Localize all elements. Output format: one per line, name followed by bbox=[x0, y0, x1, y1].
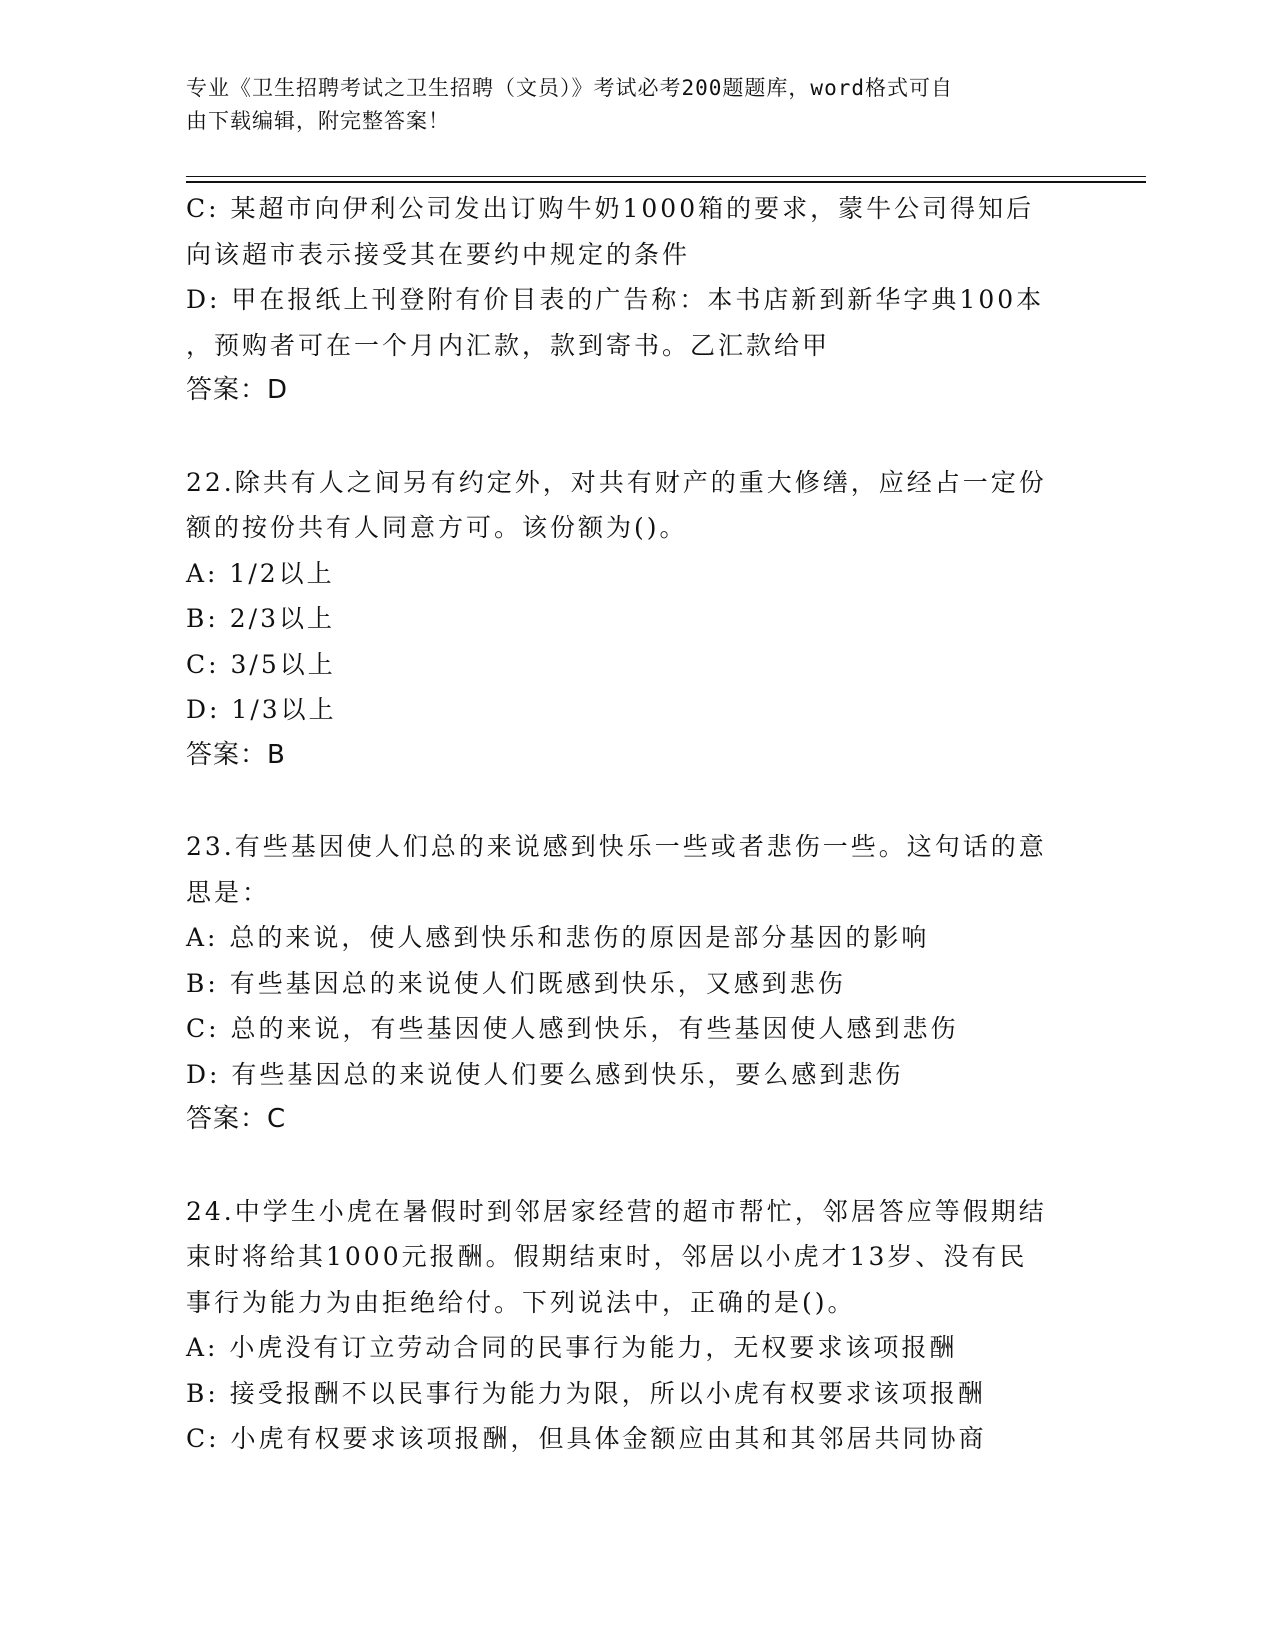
q22-stem-line-1: 22.除共有人之间另有约定外，对共有财产的重大修缮，应经占一定份 bbox=[186, 467, 1047, 497]
q22-stem-line-2: 额的按份共有人同意方可。该份额为()。 bbox=[186, 513, 688, 542]
q21-answer: 答案：D bbox=[186, 375, 289, 405]
question-23-block bbox=[186, 824, 1066, 1143]
q21-option-d-line-1: D: 甲在报纸上刊登附有价目表的广告称：本书店新到新华字典100本 bbox=[186, 285, 1045, 314]
spacer bbox=[186, 778, 1066, 824]
q23-stem-line-1: 23.有些基因使人们总的来说感到快乐一些或者悲伤一些。这句话的意 bbox=[186, 832, 1047, 861]
q24-option-a: A: 小虎没有订立劳动合同的民事行为能力，无权要求该项报酬 bbox=[186, 1333, 958, 1362]
spacer bbox=[186, 1143, 1066, 1189]
q21-option-c-line-1: C: 某超市向伊利公司发出订购牛奶1000箱的要求，蒙牛公司得知后 bbox=[186, 194, 1035, 223]
q22-answer: 答案：B bbox=[186, 739, 286, 770]
q23-option-a: A: 总的来说，使人感到快乐和悲伤的原因是部分基因的影响 bbox=[186, 923, 930, 952]
question-22-block bbox=[186, 460, 1066, 779]
q23-answer: 答案：C bbox=[186, 1104, 287, 1134]
q21-option-d-line-2: ，预购者可在一个月内汇款，款到寄书。乙汇款给甲 bbox=[186, 330, 831, 360]
q21-option-c-line-2: 向该超市表示接受其在要约中规定的条件 bbox=[186, 239, 691, 269]
q23-option-b: B: 有些基因总的来说使人们既感到快乐，又感到悲伤 bbox=[186, 968, 846, 998]
q22-option-a: A: 1/2以上 bbox=[186, 558, 335, 588]
question-21-block bbox=[186, 186, 1066, 414]
document-header bbox=[186, 72, 1066, 138]
q23-option-c: C: 总的来说，有些基因使人感到快乐，有些基因使人感到悲伤 bbox=[186, 1014, 959, 1043]
q23-option-d: D: 有些基因总的来说使人们要么感到快乐，要么感到悲伤 bbox=[186, 1059, 904, 1089]
header-line-2: 由下载编辑，附完整答案！ bbox=[186, 109, 450, 133]
header-divider-thin bbox=[186, 176, 1146, 177]
q23-stem-line-2: 思是： bbox=[186, 877, 271, 907]
q22-option-b: B: 2/3以上 bbox=[186, 604, 335, 633]
q24-stem-line-2: 束时将给其1000元报酬。假期结束时，邻居以小虎才13岁、没有民 bbox=[186, 1242, 1028, 1271]
q24-option-c: C: 小虎有权要求该项报酬，但具体金额应由其和其邻居共同协商 bbox=[186, 1424, 987, 1453]
header-divider-thick bbox=[186, 181, 1146, 183]
spacer bbox=[186, 414, 1066, 460]
q22-option-c: C: 3/5以上 bbox=[186, 649, 336, 679]
q24-option-b: B: 接受报酬不以民事行为能力为限，所以小虎有权要求该项报酬 bbox=[186, 1378, 986, 1408]
header-line-1: 专业《卫生招聘考试之卫生招聘（文员）》考试必考200题题库，word格式可自 bbox=[186, 76, 953, 100]
question-24-block bbox=[186, 1189, 1066, 1462]
q24-stem-line-1: 24.中学生小虎在暑假时到邻居家经营的超市帮忙，邻居答应等假期结 bbox=[186, 1196, 1047, 1226]
q22-option-d: D: 1/3以上 bbox=[186, 695, 337, 724]
q24-stem-line-3: 事行为能力为由拒绝给付。下列说法中，正确的是()。 bbox=[186, 1287, 856, 1317]
question-content bbox=[186, 186, 1066, 1462]
